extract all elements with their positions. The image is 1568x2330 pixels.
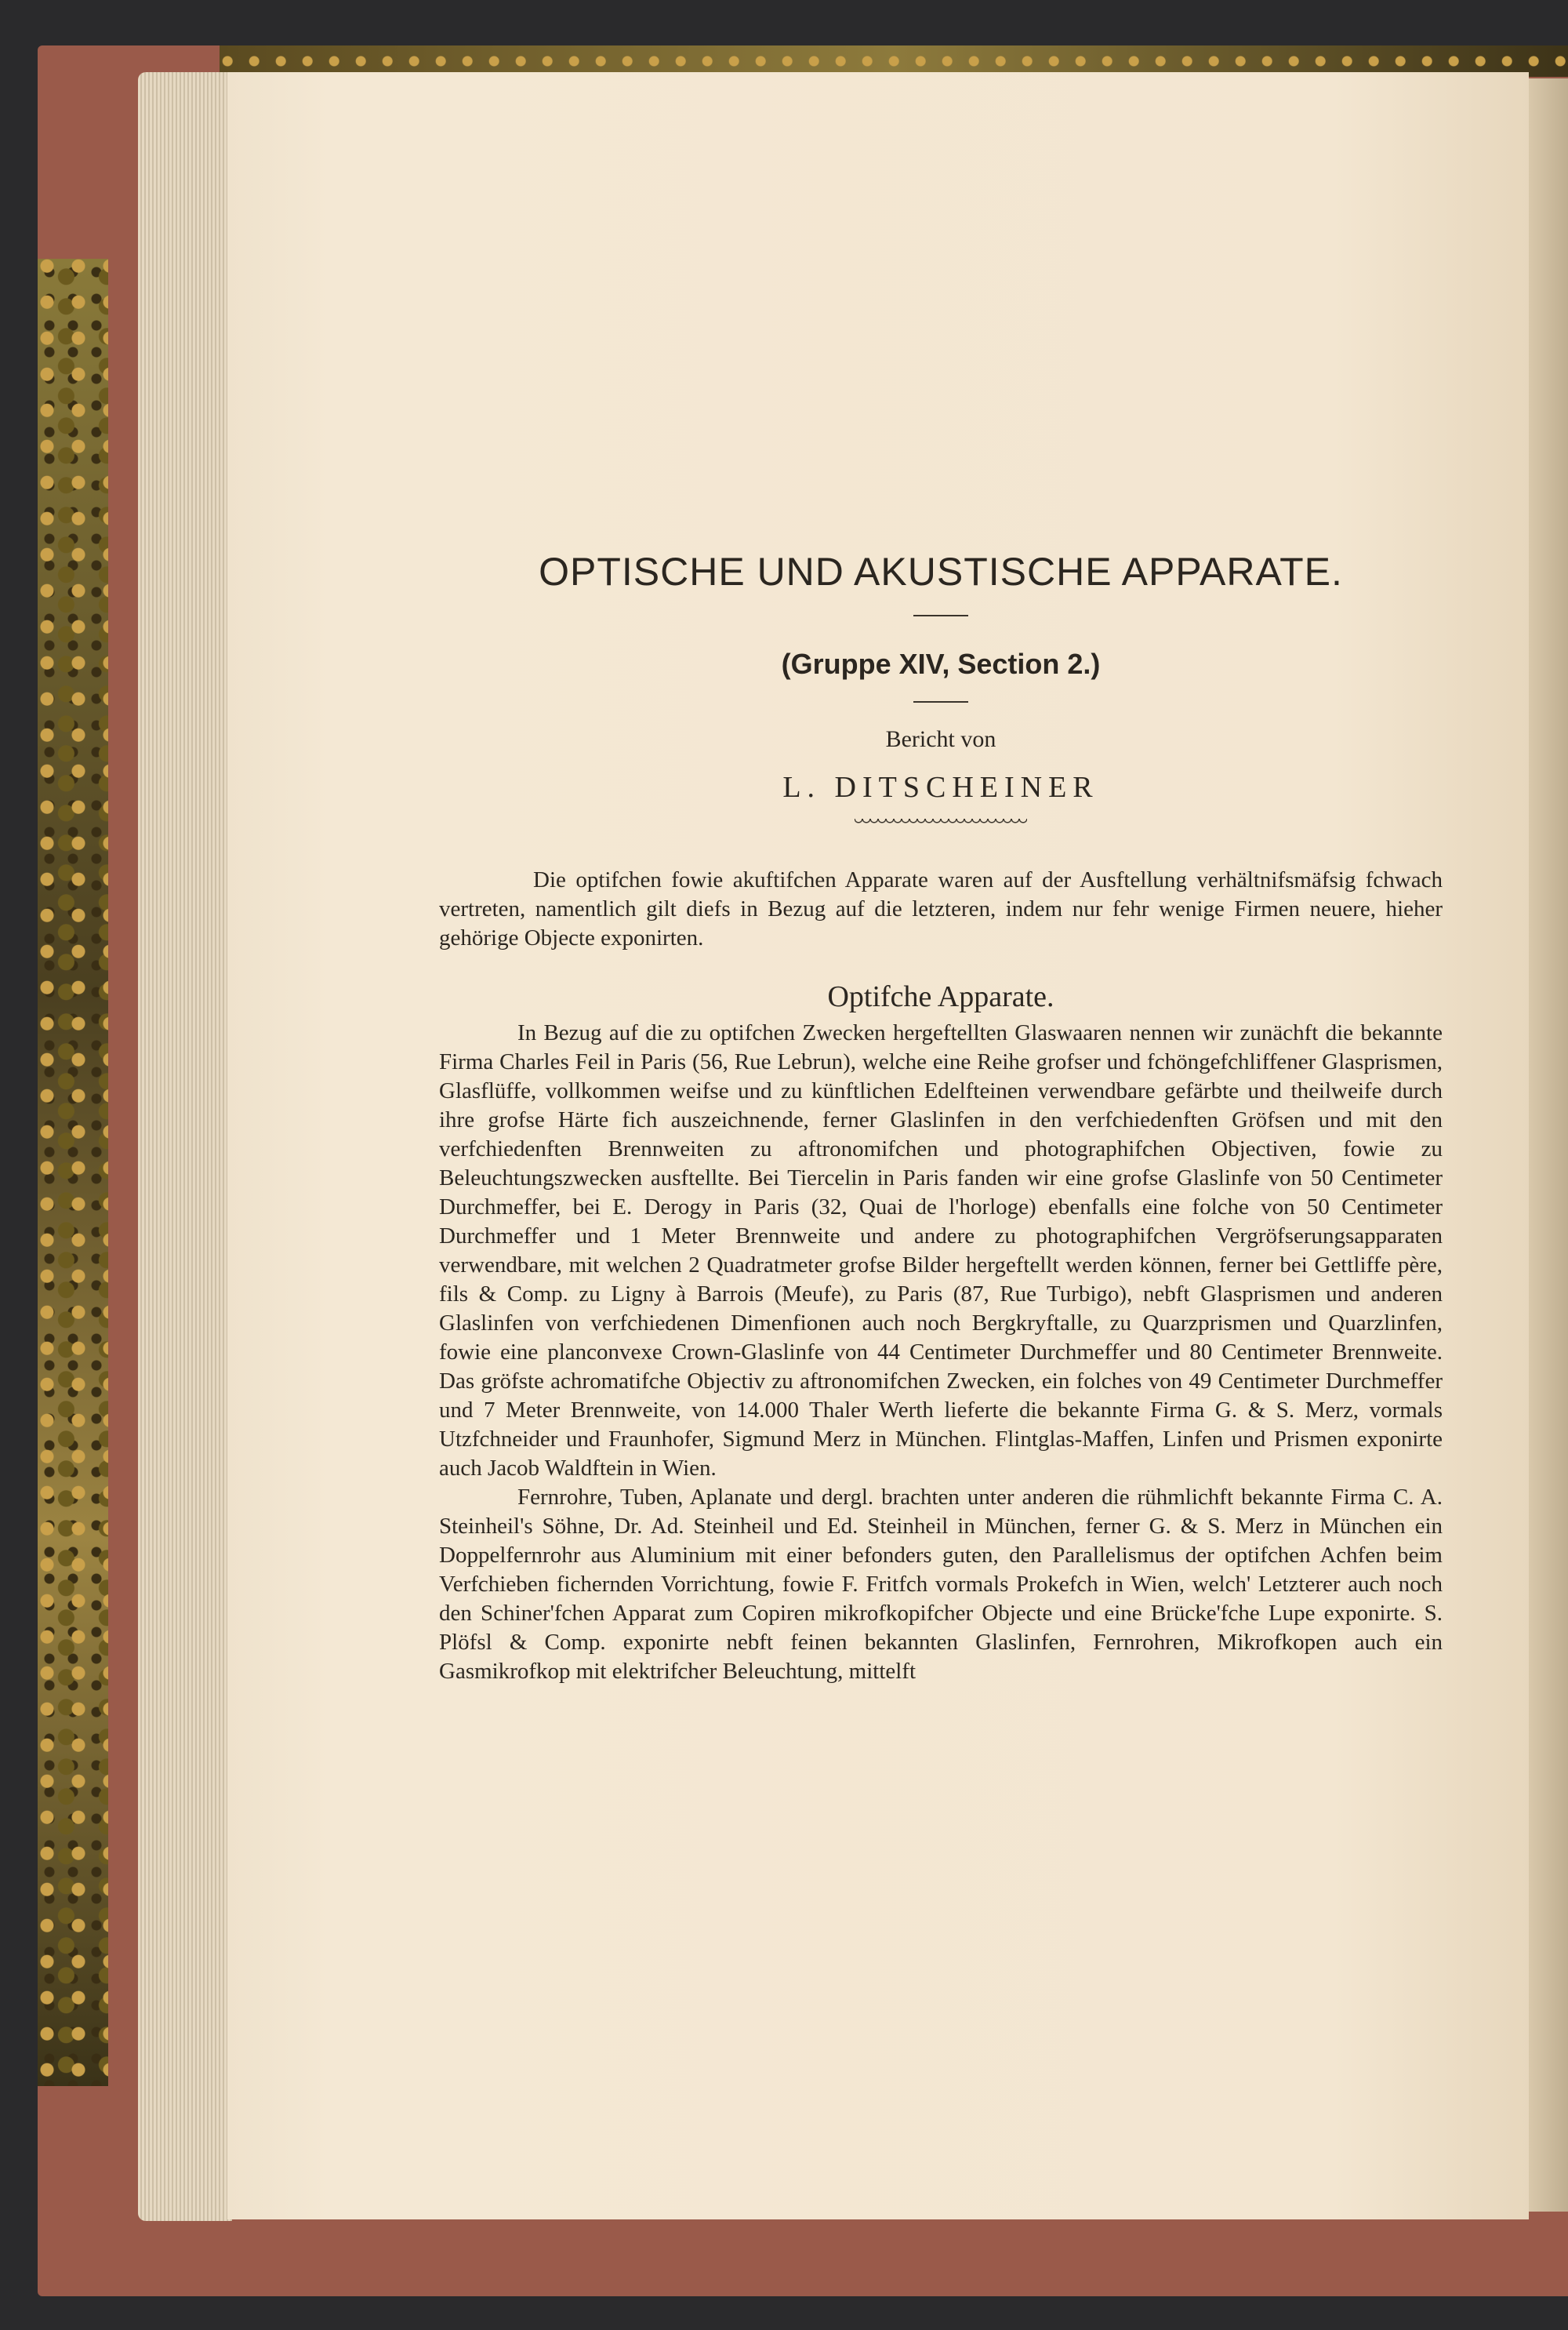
ornamental-wavy-rule: [855, 819, 1027, 827]
report-by-label: Bericht von: [885, 726, 996, 752]
section-heading: Optifche Apparate.: [827, 980, 1054, 1013]
subtitle-divider: [913, 701, 968, 703]
body-paragraph-2: Fernrohre, Tuben, Aplanate und dergl. brachten unter anderen die rühmlichft bekannte Firma C. A. Steinheil's Söhne, Dr. Ad. Steinheil und Ed. Steinheil in München, ferner G. & S. Merz in München ein Doppelfernrohr aus Aluminium mit einer befonders guten, den Parallelismus der optifchen Achfen beim Verfchieben fichernden Vorrichtung, fowie F. Fritfch vormals Prokefch in Wien, welch' Letzterer auch noch den Schiner'fchen Apparat zum Copiren mikrofkopifcher Objecte und eine Brücke'fche Lupe exponirte. S. Plöfsl & Comp. exponirte nebft feinen bekannten Glaslinfen, Fernrohren, Mikrofkopen auch ein Gasmikrofkop mit elektrifcher Beleuchtung, mittelft: [439, 1485, 1443, 1684]
page-title: OPTISCHE UND AKUSTISCHE APPARATE.: [539, 550, 1343, 594]
author-name: L. DITSCHEINER: [782, 771, 1099, 804]
page-right-edge: [1529, 78, 1568, 2212]
title-divider: [913, 615, 968, 616]
page-edges: [138, 72, 232, 2221]
body-paragraph-1: In Bezug auf die zu optifchen Zwecken hergeftellten Glaswaaren nennen wir zunächft die bekannte Firma Charles Feil in Paris (56, Rue Lebrun), welche eine Reihe grofser und fchöngefchliffener Glasprismen, Glasflüffe, vollkommen weifse und zu künftlichen Edelfteinen verwendbare gefärbte und theilweife durch ihre grofse Härte fich auszeichnende, ferner Glaslinfen in den verfchiedenften Gröfsen und mit den verfchiedenften Brennweiten zu aftronomifchen und photographifchen Objectiven, fowie zu Beleuchtungszwecken ausftellte. Bei Tiercelin in Paris fanden wir eine grofse Glaslinfe von 50 Centimeter Durchmeffer, bei E. Derogy in Paris (32, Quai de l'horloge) ebenfalls eine folche von 50 Centimeter Durchmeffer und 1 Meter Brennweite und andere zu photographifchen Vergröfserungsapparaten verwendbare, mit welchen 2 Quadratmeter grofse Bilder hergeftellt werden können, ferner bei Gettliffe père, fils & Comp. zu Ligny à Barrois (Meufe), zu Paris (87, Rue Turbigo), nebft Glasprismen und anderen Glaslinfen von verfchiedenen Dimenfionen auch noch Bergkryftalle, zu Quarzprismen und Quarzlinfen, fowie eine planconvexe Crown-Glaslinfe von 44 Centimeter Durchmeffer und 80 Centimeter Brennweite. Das gröfste achromatifche Objectiv zu aftronomifchen Zwecken, ein folches von 49 Centimeter Durchmeffer und 7 Meter Brennweite, von 14.000 Thaler Werth lieferte die bekannte Firma G. & S. Merz, vormals Utzfchneider und Fraunhofer, Sigmund Merz in München. Flintglas-Maffen, Linfen und Prismen exponirte auch Jacob Waldftein in Wien.: [439, 1020, 1443, 1481]
page-content: [439, 549, 1443, 1686]
marbled-board-spine: [38, 259, 108, 2086]
intro-paragraph: Die optifchen fowie akuftifchen Apparate waren auf der Ausftellung verhältnifsmäfsig fchwach vertreten, namentlich gilt diefs in Bezug auf die letzteren, indem nur fehr wenige Firmen neuere, hieher gehörige Objecte exponirten.: [439, 867, 1443, 951]
group-subtitle: (Gruppe XIV, Section 2.): [781, 648, 1101, 680]
